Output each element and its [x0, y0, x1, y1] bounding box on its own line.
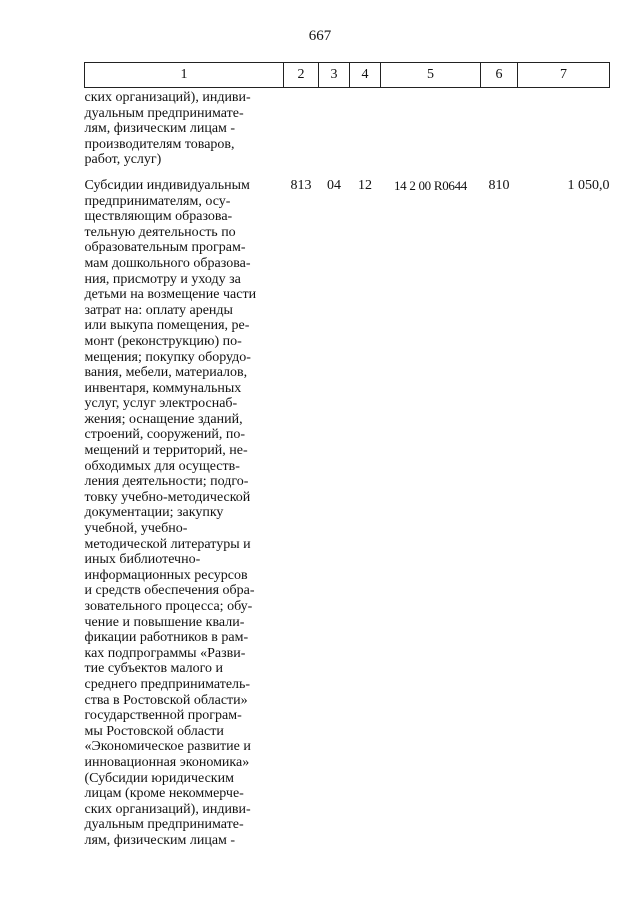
description-line: методической литературы и [84, 536, 251, 552]
description-line: предпринимателям, осу- [84, 193, 231, 209]
description-line: товку учебно-методической [84, 489, 251, 505]
description-line: чение и повышение квали- [84, 614, 245, 630]
description-line: инновационная экономика» [84, 754, 250, 770]
description-line: ления деятельности; подго- [84, 474, 249, 490]
description-line: затрат на: оплату аренды [84, 302, 233, 318]
section-cell: 04 [327, 177, 341, 193]
description-line: образовательным програм- [84, 240, 246, 256]
table-row-subsidy [85, 178, 610, 849]
description-line: строений, сооружений, по- [84, 427, 246, 443]
description-line: услуг, услуг электроснаб- [84, 396, 238, 412]
header-col-6: 6 [481, 63, 518, 88]
description-line: ния, присмотру и уходу за [84, 271, 241, 287]
ministry-code-cell: 813 [290, 177, 312, 193]
description-line: лям, физическим лицам - [84, 121, 236, 137]
description-line: ства в Ростовской области» [84, 692, 248, 708]
description-line: ществляющим образова- [84, 209, 233, 225]
description-line: вания, мебели, материалов, [84, 365, 248, 381]
description-line: документации; закупку [84, 505, 224, 521]
description-line: среднего предприниматель- [84, 676, 251, 692]
description-line: фикации работников в рам- [84, 630, 249, 646]
target-article-cell: 14 2 00 R0644 [393, 177, 468, 193]
description-line: мы Ростовской области [84, 723, 224, 739]
description-line: иных библиотечно- [84, 552, 201, 568]
table-row-continued [85, 88, 610, 178]
description-line: лям, физическим лицам - [84, 832, 236, 848]
description-line: (Субсидии юридическим [84, 770, 234, 786]
description-line: дуальным предпринимате- [84, 105, 244, 121]
subsection-cell: 12 [358, 177, 372, 193]
description-line: производителям товаров, [84, 136, 235, 152]
description-line: Субсидии индивидуальным [84, 177, 250, 193]
table-header-row [85, 63, 610, 88]
description-line: зовательного процесса; обу- [84, 599, 253, 614]
header-col-7: 7 [518, 63, 610, 88]
description-line: и средств обеспечения обра- [84, 583, 255, 599]
header-col-2: 2 [284, 63, 319, 88]
description-line: детьми на возмещение части [84, 287, 257, 303]
description-line: ских организаций), индиви- [84, 801, 251, 817]
description-line: монт (реконструкцию) по- [84, 333, 242, 349]
description-line: ках подпрограммы «Разви- [84, 645, 246, 661]
header-col-5: 5 [381, 63, 481, 88]
description-line: или выкупа помещения, ре- [84, 318, 250, 334]
page-number: 667 [308, 28, 332, 44]
description-line: тельную деятельность по [84, 224, 236, 240]
subsidy-description [85, 178, 284, 849]
description-line: информационных ресурсов [84, 567, 248, 583]
budget-table [84, 62, 610, 849]
description-line: жения; оснащение зданий, [84, 411, 243, 427]
description-line: учебной, учебно- [84, 521, 188, 537]
description-line: «Экономическое развитие и [84, 739, 251, 755]
description-line: дуальным предпринимате- [84, 817, 244, 833]
description-line: работ, услуг) [84, 152, 162, 168]
description-line: мещений и территорий, не- [84, 443, 248, 459]
description-line: обходимых для осуществ- [84, 458, 240, 474]
header-col-1: 1 [85, 63, 284, 88]
description-line: государственной програм- [84, 708, 242, 724]
description-line: тие субъектов малого и [84, 661, 224, 677]
continued-description [85, 88, 284, 178]
expense-type-cell: 810 [488, 177, 510, 193]
description-line: лицам (кроме некоммерче- [84, 786, 244, 802]
description-line: мещения; покупку оборудо- [84, 349, 251, 365]
description-line: ских организаций), индиви- [84, 90, 251, 105]
description-line: инвентаря, коммунальных [84, 380, 242, 396]
header-col-4: 4 [350, 63, 381, 88]
amount-cell: 1 050,0 [567, 177, 610, 193]
header-col-3: 3 [319, 63, 350, 88]
description-line: мам дошкольного образова- [84, 255, 251, 271]
